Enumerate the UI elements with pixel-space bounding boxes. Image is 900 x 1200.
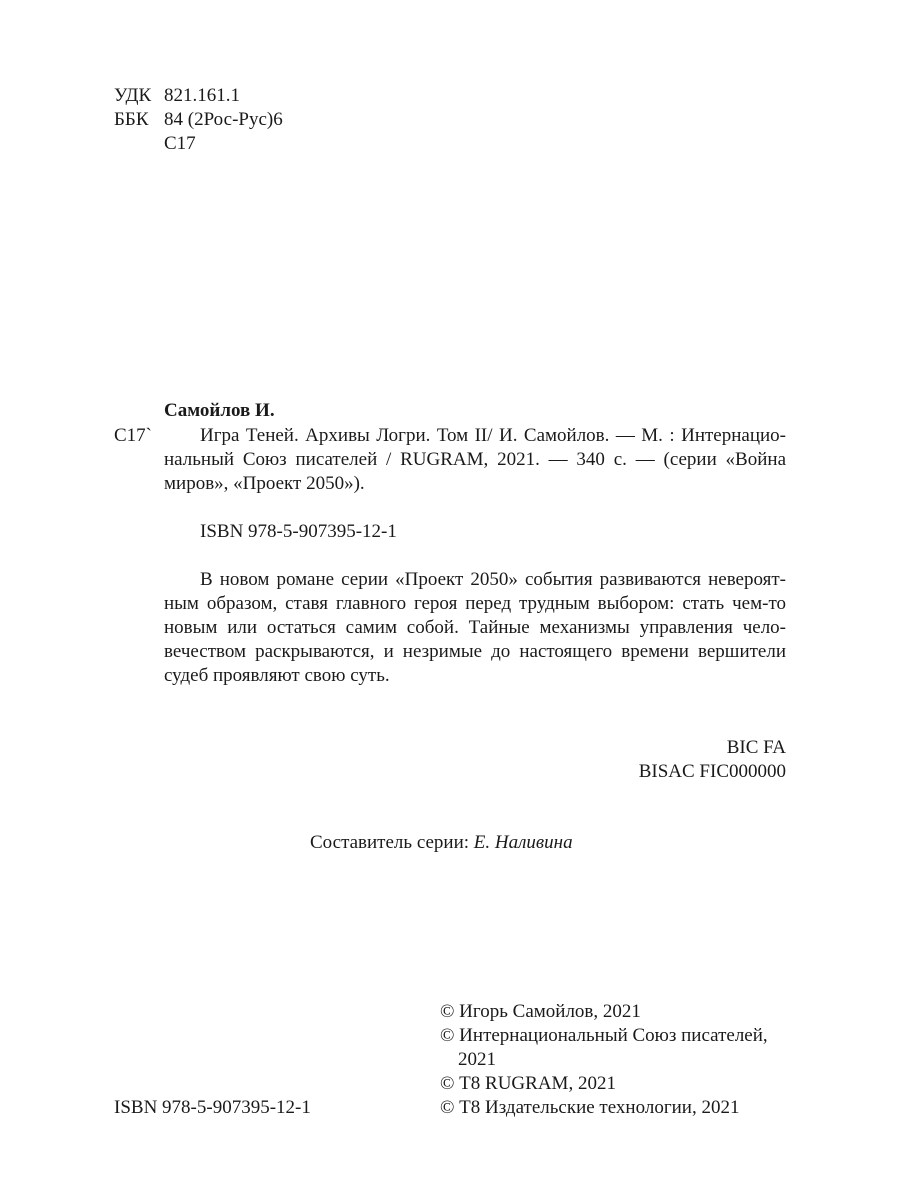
copyright-line: © Игорь Самойлов, 2021 xyxy=(440,1001,641,1022)
bbk-value: 84 (2Рос-Рус)6 xyxy=(164,109,283,130)
compiler-name: Е. Наливина xyxy=(473,832,573,853)
copyright-line: © Интернациональный Союз писателей, xyxy=(440,1025,768,1046)
annotation-line: вечеством раскрываются, и незримые до настоящего времени вершители xyxy=(164,641,786,662)
isbn-line: ISBN 978-5-907395-12-1 xyxy=(200,521,397,542)
udk-label: УДК xyxy=(114,85,152,106)
copyright-line: 2021 xyxy=(458,1049,496,1070)
bisac-code: BISAC FIC000000 xyxy=(638,761,786,782)
udk-value: 821.161.1 xyxy=(164,85,240,106)
bic-code: BIC FA xyxy=(726,737,786,758)
bib-line: миров», «Проект 2050»). xyxy=(164,473,365,494)
series-compiler xyxy=(310,831,573,855)
annotation-line: В новом романе серии «Проект 2050» события развиваются невероят- xyxy=(200,569,786,590)
copyright-line: © Т8 Издательские технологии, 2021 xyxy=(440,1097,740,1118)
annotation-line: судеб проявляют свою суть. xyxy=(164,665,390,686)
annotation-line: новым или остаться самим собой. Тайные механизмы управления чело- xyxy=(164,617,786,638)
bbk-label: ББК xyxy=(114,109,149,130)
annotation-line: ным образом, ставя главного героя перед трудным выбором: стать чем-то xyxy=(164,593,786,614)
bib-line: нальный Союз писателей / RUGRAM, 2021. — 340 с. — (серии «Война xyxy=(164,449,786,470)
bib-line: Игра Теней. Архивы Логри. Том II/ И. Самойлов. — М. : Интернацио- xyxy=(200,425,786,446)
footer-isbn: ISBN 978-5-907395-12-1 xyxy=(114,1097,311,1118)
author-mark: С17 xyxy=(164,133,196,154)
compiler-label: Составитель серии: xyxy=(310,832,470,853)
author-code: С17` xyxy=(114,425,152,446)
book-author: Самойлов И. xyxy=(164,400,275,421)
copyright-line: © Т8 RUGRAM, 2021 xyxy=(440,1073,616,1094)
